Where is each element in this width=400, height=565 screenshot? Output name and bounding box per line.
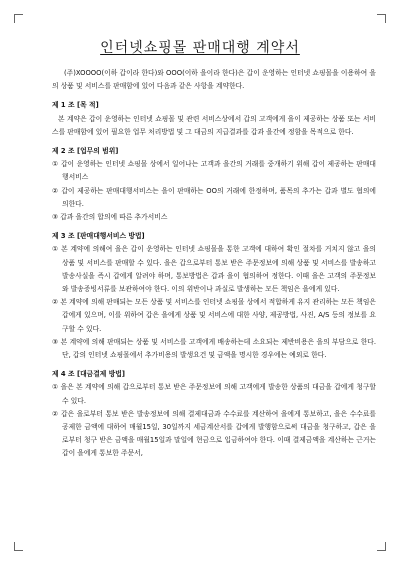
article-4-heading: 제 4 조 [대금결제 방법] bbox=[52, 370, 125, 379]
intro-paragraph: (주)XOOOO(이하 갑이라 한다)와 OOO(이하 을이라 한다)은 갑이 운영하는 인터넷 쇼핑몰을 이용하여 을의 상품 및 서비스를 판매함에 있어 다음과 같은 사항을 계약한다. bbox=[52, 69, 376, 91]
article-1-paragraph: 본 계약은 갑이 운영하는 인터넷 쇼핑몰 및 관련 서비스상에서 갑의 고객에게 을이 제공하는 상품 또는 서비스를 판매함에 있어 필요한 업무 처리방법 및 그 대금의 지급결과를 갑과 을간에 정함을 목적으로 한다. bbox=[52, 114, 376, 136]
document-body bbox=[52, 67, 376, 461]
article-2 bbox=[52, 145, 376, 224]
article-1-heading: 제 1 조 [목 적] bbox=[52, 101, 99, 110]
crop-mark-top-left bbox=[14, 14, 23, 23]
article-1 bbox=[52, 99, 376, 139]
article-3-item-2: ② 본 계약에 의해 판매되는 모든 상품 및 서비스를 인터넷 쇼핑몰 상에서 적합하게 유지 관리하는 모든 책임은 갑에게 있으며, 이를 위하여 갑은 을에게 상품 및 서비스에 대한 사양, 제공방법, 사진, A/S 등의 정보를 요구할 수 있다. bbox=[52, 298, 376, 333]
article-2-item-3: ③ 갑과 을간의 합의에 따른 추가서비스 bbox=[52, 213, 168, 222]
article-2-heading: 제 2 조 [업무의 범위] bbox=[52, 147, 119, 156]
article-4 bbox=[52, 368, 376, 460]
article-2-item-2: ② 갑이 제공하는 판매대행서비스는 을이 판매하는 OO의 거래에 한정하며, 품목의 추가는 갑과 별도 협의에 의한다. bbox=[52, 186, 376, 208]
crop-mark-bottom-left bbox=[14, 542, 23, 551]
article-3-item-3: ③ 본 계약에 의해 판매되는 상품 및 서비스를 고객에게 배송하는데 소요되는 제반비용은 을의 부담으로 한다. 단, 갑의 인터넷 쇼핑몰에서 추가비용의 발생요건 및 금액을 명시한 경우에는 예외로 한다. bbox=[52, 337, 376, 360]
crop-mark-top-right bbox=[377, 14, 386, 23]
article-4-item-2: ② 갑은 을로부터 통보 받은 발송정보에 의해 결제대금과 수수료를 계산하여 을에게 통보하고, 을은 수수료를 공제한 금액에 대하여 매월15일, 30일까지 세금계산서를 갑에게 발행함으로써 대금을 청구하고, 갑은 을로부터 청구 받은 금액을 매월15일과 말일에 현금으로 입금하여야 한다. 이때 결제금액을 계산하는 근거는 갑이 을에게 통보한 주문서, bbox=[52, 409, 376, 458]
article-3-heading: 제 3 조 [판매대행서비스 방법] bbox=[52, 232, 145, 241]
crop-mark-bottom-right bbox=[377, 542, 386, 551]
document-title: 인터넷쇼핑몰 판매대행 계약서 bbox=[100, 40, 300, 56]
article-3 bbox=[52, 230, 376, 362]
article-4-item-1: ① 을은 본 계약에 의해 갑으로부터 통보 받은 주문정보에 의해 고객에게 발송한 상품의 대금을 갑에게 청구할 수 있다. bbox=[52, 383, 376, 405]
article-3-item-1: ① 본 계약에 의해여 을은 갑이 운영하는 인터넷 쇼핑몰을 통한 고객에 대하여 확인 절차를 거치지 않고 을의 상품 및 서비스를 판매할 수 있다. 을은 갑으로부터 통보 받은 주문정보에 의해 상품 및 서비스를 발송하고 발송사실을 즉시 갑에게 알려야 하며, 통보방법은 갑과 을이 협의하여 정한다. 이때 을은 고객의 주문정보와 발송증빙서류를 보관하여야 한다. 이의 위반이나 과실로 발생하는 모든 책임은 을에게 있다. bbox=[52, 245, 376, 294]
article-2-item-1: ① 갑이 운영하는 인터넷 쇼핑몰 상에서 일어나는 고객과 을간의 거래를 중개하기 위해 갑이 제공하는 판매대행서비스 bbox=[52, 160, 376, 182]
document-title-container bbox=[0, 39, 400, 57]
